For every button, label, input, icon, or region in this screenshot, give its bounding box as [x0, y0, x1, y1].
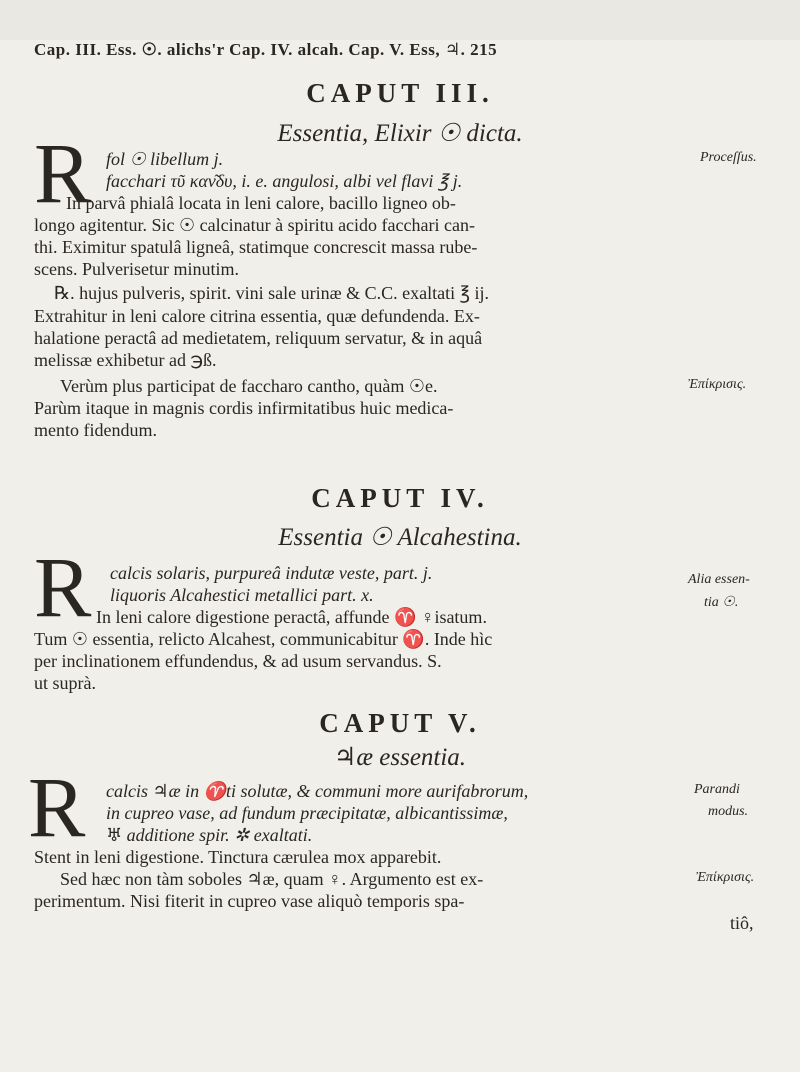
- text-line: Stent in leni digestione. Tinctura cærulea mox apparebit.: [34, 847, 442, 867]
- page-stain: [0, 0, 800, 40]
- margin-note: Parandi: [694, 782, 740, 797]
- margin-note: Ἐπίκρισις.: [688, 377, 747, 392]
- drop-cap: R: [34, 539, 92, 635]
- margin-note: Alia essen-: [688, 572, 750, 587]
- text-line: halatione peractâ ad medietatem, reliquum servatur, & in aquâ: [34, 328, 483, 348]
- text-line: fol ☉ libellum j.: [106, 149, 224, 169]
- text-line: in cupreo vase, ad fundum præcipitatæ, albicantissimæ,: [106, 803, 508, 823]
- running-head: Cap. III. Ess. ☉. alichs'r Cap. IV. alcah. Cap. V. Ess, ♃. 215: [34, 40, 498, 59]
- text-line: calcis solaris, purpureâ indutæ veste, part. j.: [110, 563, 433, 583]
- text-line: Tum ☉ essentia, relicto Alcahest, communicabitur ♈. Inde hìc: [34, 629, 493, 649]
- chapter-heading: CAPUT IV.: [311, 483, 489, 513]
- text-line: Parùm itaque in magnis cordis infirmitatibus huic medica-: [34, 398, 454, 418]
- text-line: liquoris Alcahestici metallici part. x.: [110, 585, 374, 605]
- margin-note: Ἐπίκρισις.: [696, 870, 755, 885]
- text-line: In parvâ phialâ locata in leni calore, bacillo ligneo ob-: [66, 193, 456, 213]
- text-line: calcis ♃æ in ♈ti solutæ, & communi more aurifabrorum,: [106, 781, 529, 801]
- text-line: Sed hæc non tàm soboles ♃æ, quam ♀. Argumento est ex-: [60, 869, 484, 889]
- text-line: facchari τῦ καν͂δυ, i. e. angulosi, albi vel flavi ℥ j.: [106, 171, 463, 191]
- text-line: scens. Pulverisetur minutim.: [34, 259, 239, 279]
- text-line: tiô,: [730, 913, 754, 933]
- text-line: In leni calore digestione peractâ, affunde ♈ ♀isatum.: [96, 607, 487, 627]
- text-line: perimentum. Nisi fiterit in cupreo vase aliquò temporis spa-: [34, 891, 465, 911]
- chapter-subtitle: Essentia ☉ Alcahestina.: [278, 524, 522, 551]
- text-line: ut suprà.: [34, 673, 96, 693]
- text-line: Verùm plus participat de faccharo cantho, quàm ☉e.: [60, 376, 438, 396]
- margin-note: Proceſſus.: [700, 150, 757, 165]
- margin-note: modus.: [708, 804, 749, 819]
- text-line: ℞. hujus pulveris, spirit. vini sale urinæ & C.C. exaltati ℥ ij.: [54, 283, 490, 303]
- text-line: thi. Eximitur spatulâ ligneâ, statimque concrescit massa rube-: [34, 237, 478, 257]
- text-line: ♅ additione spir. ✲ exaltati.: [106, 825, 313, 845]
- chapter-heading: CAPUT III.: [306, 78, 494, 108]
- chapter-subtitle: ♃æ essentia.: [333, 744, 467, 771]
- text-line: melissæ exhibetur ad ℈ß.: [34, 350, 217, 370]
- chapter-subtitle: Essentia, Elixir ☉ dicta.: [277, 120, 523, 147]
- text-line: mento fidendum.: [34, 420, 157, 440]
- text-line: Extrahitur in leni calore citrina essentia, quæ defundenda. Ex-: [34, 306, 480, 326]
- chapter-heading: CAPUT V.: [319, 708, 481, 738]
- drop-cap: R: [28, 759, 86, 855]
- drop-cap: R: [34, 125, 92, 221]
- text-line: per inclinationem effundendus, & ad usum servandus. S.: [34, 651, 442, 671]
- text-line: longo agitentur. Sic ☉ calcinatur à spiritu acido facchari can-: [34, 215, 475, 235]
- margin-note: tia ☉.: [704, 595, 739, 610]
